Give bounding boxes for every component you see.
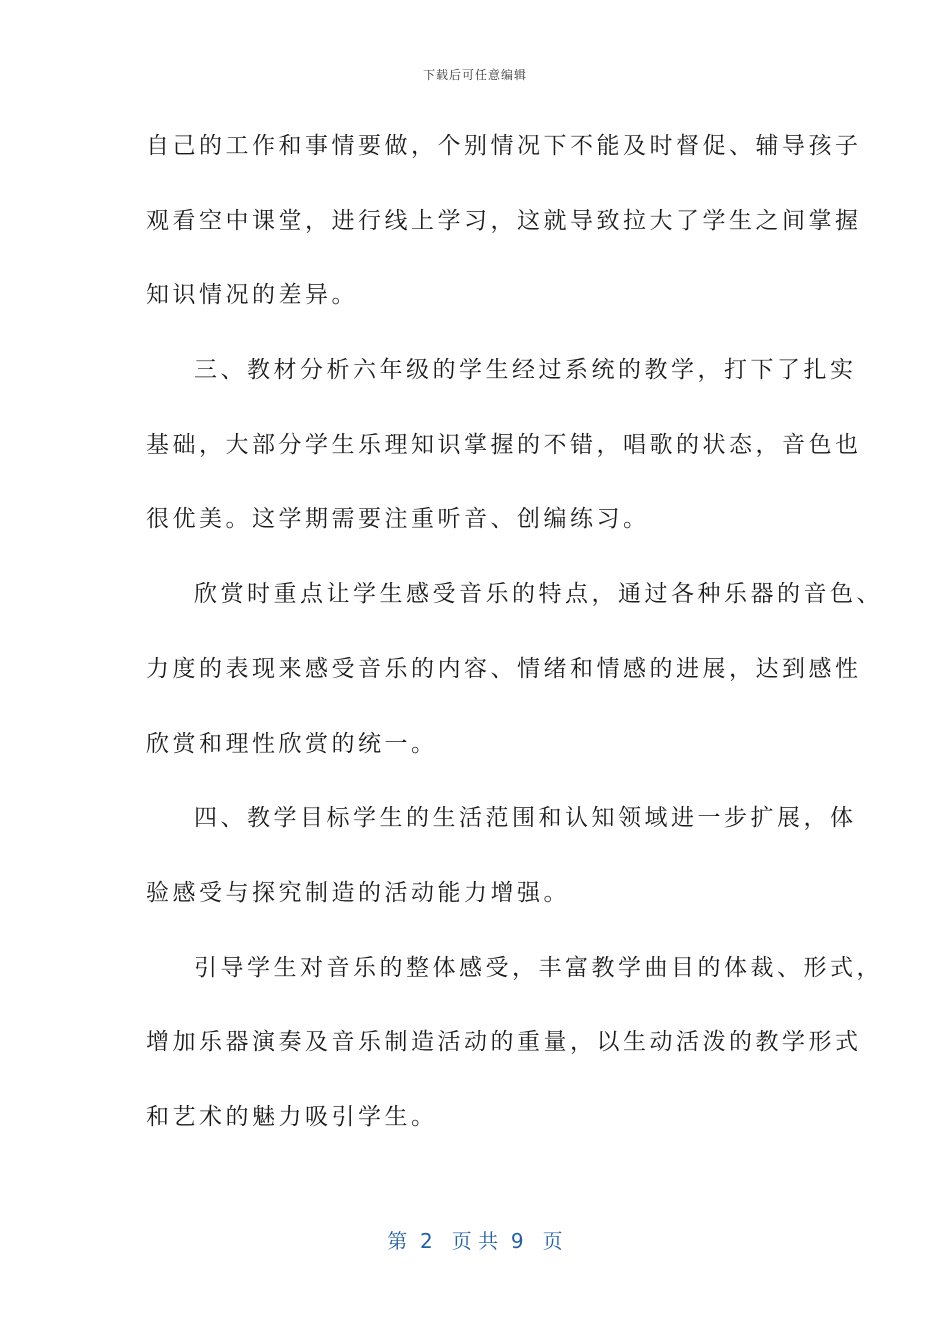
body-line: 和艺术的魅力吸引学生。 bbox=[146, 1103, 438, 1130]
body-line: 知识情况的差异。 bbox=[146, 282, 358, 309]
paragraph-start-line: 引导学生对音乐的整体感受，丰富教学曲目的体裁、形式， bbox=[194, 954, 883, 981]
body-line: 增加乐器演奏及音乐制造活动的重量，以生动活泼的教学形式 bbox=[146, 1029, 862, 1056]
body-line: 自己的工作和事情要做，个别情况下不能及时督促、辅导孩子 bbox=[146, 133, 862, 159]
body-line: 观看空中课堂，进行线上学习，这就导致拉大了学生之间掌握 bbox=[146, 207, 862, 234]
page-number-footer: 第 2 页 共 9 页 bbox=[387, 1229, 563, 1253]
header-note: 下载后可任意编辑 bbox=[422, 68, 527, 82]
body-line: 验感受与探究制造的活动能力增强。 bbox=[146, 879, 570, 906]
body-line: 基础，大部分学生乐理知识掌握的不错，唱歌的状态，音色也 bbox=[146, 431, 862, 458]
body-line: 很优美。这学期需要注重听音、创编练习。 bbox=[146, 506, 650, 533]
section-three-heading-line: 三、教材分析六年级的学生经过系统的教学，打下了扎实 bbox=[194, 357, 857, 384]
paragraph-start-line: 欣赏时重点让学生感受音乐的特点，通过各种乐器的音色、 bbox=[194, 581, 883, 608]
body-line: 欣赏和理性欣赏的统一。 bbox=[146, 730, 438, 757]
document-body bbox=[146, 120, 883, 1166]
body-line: 力度的表现来感受音乐的内容、情绪和情感的进展，达到感性 bbox=[146, 655, 862, 682]
section-four-heading-line: 四、教学目标学生的生活范围和认知领域进一步扩展，体 bbox=[194, 805, 857, 832]
